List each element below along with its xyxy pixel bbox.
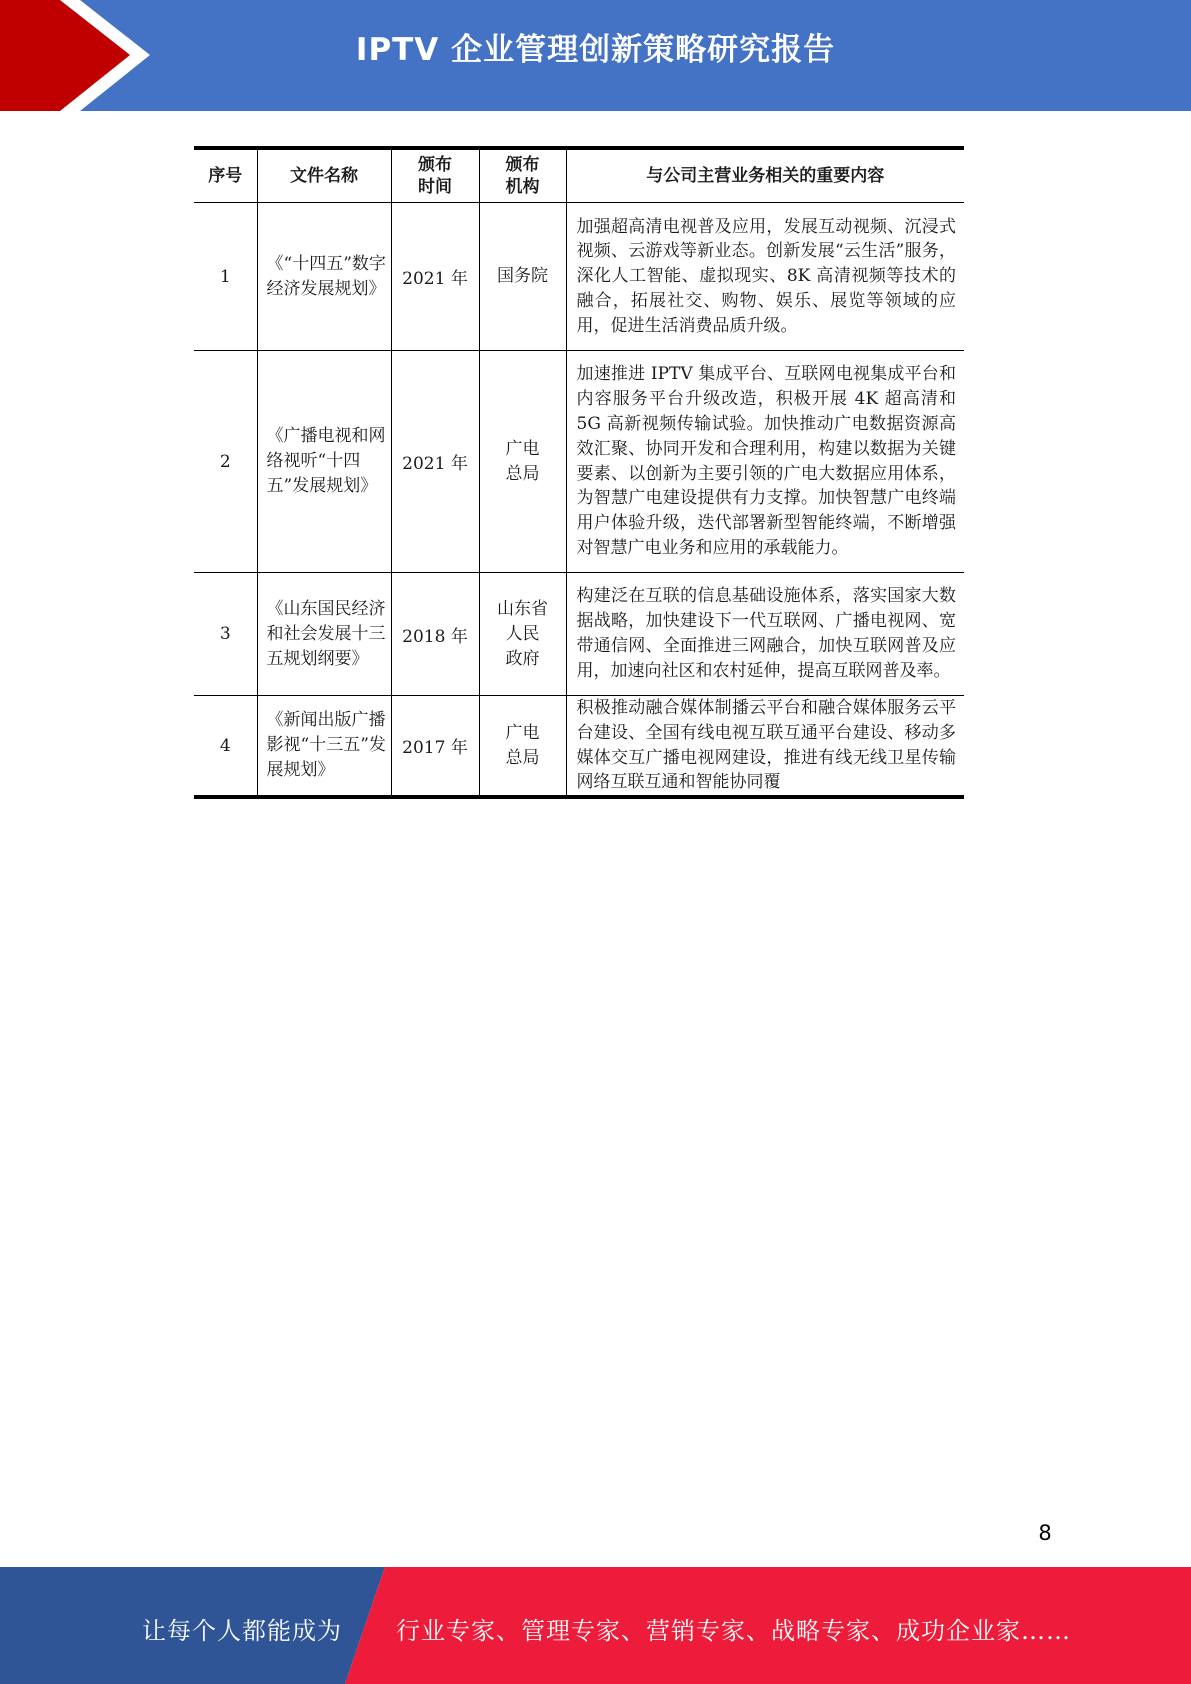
cell-no: 3 [194, 573, 257, 696]
cell-content: 加速推进 IPTV 集成平台、互联网电视集成平台和内容服务平台升级改造，积极开展 4K 超高清和 5G 高新视频传输试验。加快推动广电数据资源高效汇聚、协同开发和合理利用，构建以数据为关键要素、以创新为主要引领的广电大数据应用体系，为智慧广电建设提供有力支撑。加快智慧广电终端用户体验升级，迭代部署新型智能终端，不断增强对智慧广电业务和应用的承载能力。 [566, 351, 964, 573]
cell-org: 山东省 人民 政府 [479, 573, 566, 696]
report-title: IPTV 企业管理创新策略研究报告 [355, 32, 836, 68]
cell-no: 2 [194, 351, 257, 573]
cell-doc-name: 《新闻出版广播影视“十三五”发展规划》 [257, 696, 391, 798]
cell-date: 2021 年 [391, 203, 479, 351]
cell-content: 积极推动融合媒体制播云平台和融合媒体服务云平台建设、全国有线电视互联互通平台建设、移动多媒体交互广播电视网建设，推进有线无线卫星传输网络互联互通和智能协同覆 [566, 696, 964, 798]
cell-doc-name: 《“十四五”数字经济发展规划》 [257, 203, 391, 351]
page-number: 8 [1038, 1521, 1052, 1545]
cell-content: 构建泛在互联的信息基础设施体系，落实国家大数据战略，加快建设下一代互联网、广播电视网、宽带通信网、全面推进三网融合，加快互联网普及应用，加速向社区和农村延伸，提高互联网普及率。 [566, 573, 964, 696]
footer-slogan-right: 行业专家、管理专家、营销专家、战略专家、成功企业家…… [396, 1617, 1071, 1645]
cell-doc-name: 《山东国民经济和社会发展十三五规划纲要》 [257, 573, 391, 696]
policy-table [194, 146, 964, 799]
cell-date: 2017 年 [391, 696, 479, 798]
header-no: 序号 [194, 148, 257, 203]
cell-no: 1 [194, 203, 257, 351]
header-date: 颁布 时间 [391, 148, 479, 203]
header-org: 颁布 机构 [479, 148, 566, 203]
table-row [194, 696, 964, 798]
table-row [194, 573, 964, 696]
cell-doc-name: 《广播电视和网络视听“十四五”发展规划》 [257, 351, 391, 573]
table-header-row [194, 148, 964, 203]
cell-org: 广电 总局 [479, 696, 566, 798]
header-content: 与公司主营业务相关的重要内容 [566, 148, 964, 203]
cell-no: 4 [194, 696, 257, 798]
header-band [0, 0, 1191, 111]
header-doc-name: 文件名称 [257, 148, 391, 203]
table-row [194, 351, 964, 573]
cell-date: 2018 年 [391, 573, 479, 696]
table-row [194, 203, 964, 351]
footer-slogan-left: 让每个人都能成为 [142, 1617, 342, 1645]
cell-org: 广电 总局 [479, 351, 566, 573]
cell-org: 国务院 [479, 203, 566, 351]
cell-content: 加强超高清电视普及应用，发展互动视频、沉浸式视频、云游戏等新业态。创新发展“云生活”服务，深化人工智能、虚拟现实、8K 高清视频等技术的融合，拓展社交、购物、娱乐、展览等领域的应用，促进生活消费品质升级。 [566, 203, 964, 351]
cell-date: 2021 年 [391, 351, 479, 573]
footer-band [0, 1567, 1191, 1684]
